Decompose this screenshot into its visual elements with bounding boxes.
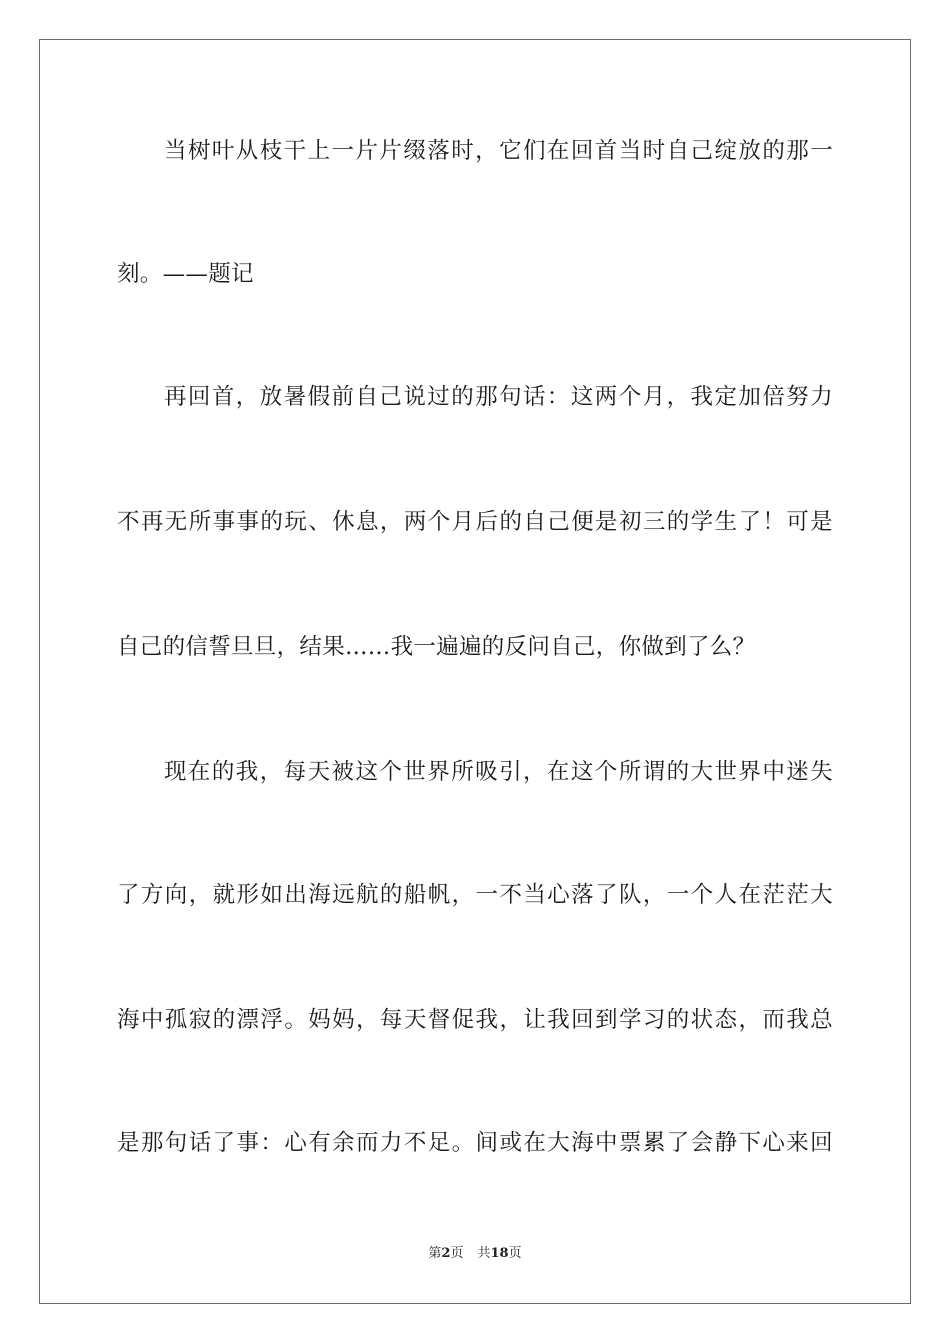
paragraph-line: 了方向，就形如出海远航的船帆，一不当心落了队，一个人在茫茫大 <box>117 882 833 908</box>
paragraph-line: 刻。——题记 <box>117 261 254 287</box>
paragraph-line: 再回首，放暑假前自己说过的那句话：这两个月，我定加倍努力 <box>164 384 833 410</box>
paragraph-line: 海中孤寂的漂浮。妈妈，每天督促我，让我回到学习的状态，而我总 <box>117 1007 833 1033</box>
paragraph-line: 不再无所事事的玩、休息，两个月后的自己便是初三的学生了！可是 <box>117 509 833 535</box>
paragraph-line: 当树叶从枝干上一片片缀落时，它们在回首当时自己绽放的那一 <box>164 138 833 164</box>
page-footer <box>0 1245 950 1263</box>
total-prefix: 共 <box>477 1246 491 1261</box>
page-total: 18 <box>490 1246 509 1261</box>
page-prefix: 第 <box>428 1246 442 1261</box>
paragraph-line: 自己的信誓旦旦，结果……我一遍遍的反问自己，你做到了么？ <box>117 634 756 660</box>
total-suffix: 页 <box>508 1246 522 1261</box>
page-suffix: 页 <box>450 1246 464 1261</box>
page-border <box>39 39 911 1304</box>
page-current: 2 <box>441 1246 451 1261</box>
paragraph-line: 现在的我，每天被这个世界所吸引，在这个所谓的大世界中迷失 <box>164 759 833 785</box>
paragraph-line: 是那句话了事：心有余而力不足。间或在大海中票累了会静下心来回 <box>117 1130 833 1156</box>
